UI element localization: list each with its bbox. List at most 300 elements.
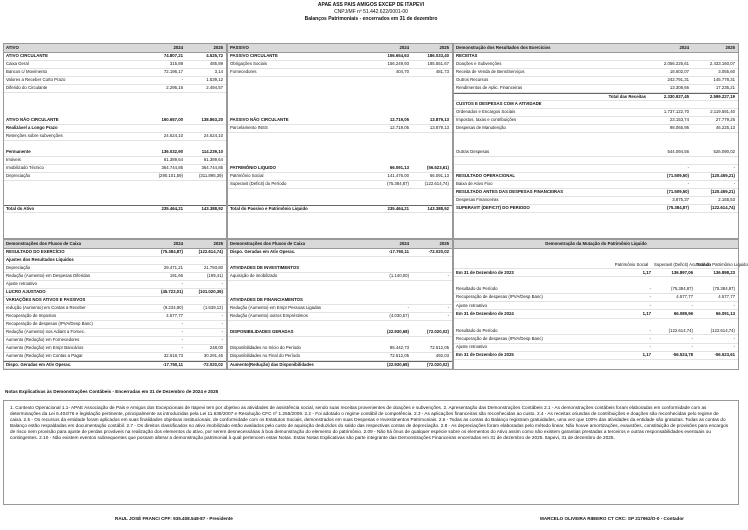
dmpl-row — [454, 286, 738, 294]
value-2025: (122.614,74) — [198, 249, 223, 255]
dmpl-value: - — [733, 302, 735, 308]
row-label: Depreciação — [6, 265, 31, 271]
row-label: RESULTADO ANTES DAS DESPESAS FINANCEIRAS — [456, 189, 564, 195]
table-row — [454, 141, 738, 149]
value-2025: 4.525,72 — [206, 53, 223, 59]
value-2024: 24.624,10 — [163, 133, 183, 139]
value-2024: - — [181, 321, 183, 327]
table-row — [4, 61, 226, 69]
table-row — [454, 53, 738, 61]
row-label: PASSIVO NÃO CIRCULANTE — [230, 117, 289, 123]
row-label: Despesas Financeiras — [456, 197, 499, 203]
value-2025: - — [221, 337, 223, 343]
header-year-2024: 2024 — [399, 44, 409, 50]
value-2024: (4.030,57) — [389, 313, 409, 319]
value-2025: 186.033,40 — [427, 53, 449, 59]
value-2024: 61.389,64 — [163, 157, 183, 163]
value-2024: (290.101,59) — [158, 173, 183, 179]
table-row — [454, 117, 738, 125]
table-row — [228, 133, 452, 141]
row-label: Recuperação de Impostos — [6, 313, 57, 319]
dmpl-value: - — [649, 335, 651, 341]
table-row — [228, 109, 452, 117]
value-2024: - — [181, 281, 183, 287]
value-2025: - — [733, 165, 735, 171]
dmpl-value: 4.577,77 — [718, 294, 735, 300]
dmpl-row — [454, 294, 738, 302]
dmpl-row — [454, 319, 738, 327]
ativo-panel — [3, 43, 227, 239]
value-2024: 141.476,00 — [387, 173, 409, 179]
table-row — [454, 77, 738, 85]
value-2024: 2.330.927,45 — [663, 93, 689, 99]
header-year-2024: 2024 — [399, 240, 409, 246]
document-title: Balanços Patrimoniais - encerrados em 31 de dezembro — [304, 16, 438, 22]
value-2025: (101.020,36) — [198, 289, 223, 295]
table-row — [454, 93, 738, 101]
table-row — [4, 337, 226, 345]
value-2024: -17.760,11 — [162, 361, 183, 367]
header-year-2025: 2025 — [439, 240, 449, 246]
table-row — [228, 69, 452, 77]
dmpl-value: - — [733, 344, 735, 350]
table-row — [228, 165, 452, 173]
table-row — [4, 297, 226, 305]
notes-section — [3, 388, 739, 505]
value-2025: - — [221, 321, 223, 327]
table-row — [228, 101, 452, 109]
value-2024: - — [687, 165, 689, 171]
table-row — [228, 157, 452, 165]
table-row — [4, 101, 226, 109]
dmpl-value: - — [649, 327, 651, 333]
table-row — [228, 321, 452, 329]
dmpl-value: (75.384,87) — [671, 286, 693, 292]
table-row — [4, 181, 226, 189]
table-row — [228, 249, 452, 257]
row-label: Aumento (Redução) em Fornecedores — [6, 337, 80, 343]
row-label: Total das Receitas — [608, 93, 646, 99]
table-row — [4, 149, 226, 157]
table-row — [228, 149, 452, 157]
row-label: Recuperação de despesas (IPVA/Desp Banc) — [456, 335, 543, 341]
dmpl-value: 1,17 — [642, 352, 651, 358]
row-label: Ordenados e Encargos Sociais — [456, 109, 516, 115]
table-row — [4, 77, 226, 85]
value-2025: - — [221, 313, 223, 319]
value-2025: (122.614,74) — [710, 205, 735, 211]
value-2025: (56.523,61) — [427, 165, 449, 171]
row-label: Patrimônio Social — [230, 173, 264, 179]
value-2024: 32.618,73 — [163, 353, 183, 359]
table-row — [4, 313, 226, 321]
row-label: Aumento (Redução) em Empr Bancários — [6, 345, 84, 351]
row-label: SUPERAVIT (DEFICIT) DO PERIODO — [456, 205, 530, 211]
row-label: CUSTOS E DESPESAS COM A ATIVIDADE — [456, 101, 542, 107]
table-row — [4, 125, 226, 133]
row-label: Valores a Receber Curto Prazo — [6, 77, 66, 83]
row-label: Fornecedores — [230, 69, 257, 75]
row-label: Realizável a Longo Prazo — [6, 125, 58, 131]
dmpl-value: 66.091,13 — [715, 310, 735, 316]
row-label: Parcelamento INSS — [230, 125, 268, 131]
dmpl-col-2: Total do Patrimônio Liquido — [696, 261, 748, 267]
value-2025: - — [447, 305, 449, 311]
row-label: Em 31 de Dezembro de 2025 — [456, 352, 514, 358]
value-2024: (75.384,87) — [161, 249, 183, 255]
table-row — [4, 205, 226, 213]
value-2025: 143.388,92 — [427, 205, 449, 211]
table-row — [228, 361, 452, 369]
value-2024: 13.308,66 — [669, 85, 689, 91]
table-row — [228, 257, 452, 265]
table-row — [454, 85, 738, 93]
dmpl-value: - — [733, 335, 735, 341]
value-2025: - — [221, 329, 223, 335]
value-2024: - — [181, 345, 183, 351]
header-year-2024: 2024 — [173, 44, 183, 50]
row-label: Total do Passivo e Patrimônio Liquido — [230, 205, 308, 211]
row-label: LUCRO AJUSTADO — [6, 289, 46, 295]
table-row — [228, 265, 452, 273]
table-row — [4, 117, 226, 125]
row-label: Receita de Venda de Bens/Serviços — [456, 69, 525, 75]
value-2024: (75.384,87) — [667, 205, 689, 211]
value-2024: - — [687, 181, 689, 187]
table-row — [4, 361, 226, 369]
table-row — [454, 205, 738, 213]
table-row — [4, 133, 226, 141]
row-label: Aumento(Redução) das Disponibilidades — [230, 361, 314, 367]
value-2025: 145.778,31 — [713, 77, 735, 83]
table-row — [454, 101, 738, 109]
dmpl-row — [454, 352, 738, 360]
value-2024: 191,66 — [169, 273, 183, 279]
dmpl-col-0: Patrimônio Social — [614, 261, 649, 267]
dmpl-row — [454, 335, 738, 343]
dmpl-row — [454, 344, 738, 352]
value-2024: (9.234,80) — [163, 305, 183, 311]
row-label: Disponibilidades no Início do Período — [230, 345, 301, 351]
row-label: Outras Despesas — [456, 149, 490, 155]
value-2024: 72.196,17 — [163, 69, 183, 75]
dmpl-value: - — [649, 302, 651, 308]
table-row — [4, 85, 226, 93]
table-row — [4, 289, 226, 297]
table-row — [228, 141, 452, 149]
value-2025: 21.793,80 — [203, 265, 223, 271]
table-row — [4, 353, 226, 361]
table-row — [228, 281, 452, 289]
document-header — [0, 0, 742, 23]
value-2024: 156.249,93 — [387, 61, 409, 67]
value-2024: 18.602,07 — [669, 69, 689, 75]
table-row — [228, 353, 452, 361]
header-label: ATIVO — [6, 44, 19, 50]
header-label: PASSIVO — [230, 44, 249, 50]
row-label: Aquisição de imobilizado — [230, 273, 278, 279]
row-label: VARIAÇÕES NOS ATIVOS E PASSIVOS — [6, 297, 86, 303]
value-2025: 61.389,64 — [203, 157, 223, 163]
passivo-panel — [227, 43, 453, 239]
value-2025: (1.539,12) — [203, 305, 223, 311]
value-2024: 404,70 — [395, 69, 409, 75]
row-label: Redução (Aumento) nos Adiant a Fornec. — [6, 329, 86, 335]
table-row — [228, 61, 452, 69]
dmpl-value: - — [691, 344, 693, 350]
value-2025: 13.879,13 — [429, 117, 449, 123]
table-header — [454, 44, 738, 53]
table-row — [4, 173, 226, 181]
value-2024: 136.032,90 — [161, 149, 183, 155]
value-2025: (120.459,21) — [710, 189, 735, 195]
table-row — [4, 141, 226, 149]
value-2024: (71.509,50) — [667, 189, 689, 195]
dre-panel — [453, 43, 739, 239]
table-row — [228, 53, 452, 61]
value-2024: 364.744,85 — [161, 165, 183, 171]
table-row — [4, 321, 226, 329]
value-2025: 27.779,25 — [715, 117, 735, 123]
value-2025: 17.235,21 — [715, 85, 735, 91]
value-2025: - — [733, 181, 735, 187]
value-2025: 2.599.227,19 — [709, 93, 735, 99]
row-label: Permanente — [6, 149, 31, 155]
row-label: Despesas de Manutenção — [456, 125, 506, 131]
value-2024: 74.807,21 — [163, 53, 183, 59]
value-2025: 143.388,92 — [201, 205, 223, 211]
row-label: Redução (Aumento) em Empr Pessoas Ligadas — [230, 305, 321, 311]
dmpl-value: (122.614,74) — [710, 327, 735, 333]
row-label: RESULTADO OPERACIONAL — [456, 173, 516, 179]
value-2024: 23.153,74 — [669, 117, 689, 123]
dmpl-column-header — [454, 249, 748, 269]
row-label: Depreciação — [6, 173, 31, 179]
table-row — [228, 173, 452, 181]
value-2024: 12.719,05 — [389, 117, 409, 123]
signature-president: RAUL JOSÉ FRANCI CPF: 935.408.548-87 - Presidente — [115, 515, 233, 521]
dmpl-value: 66.089,96 — [673, 310, 693, 316]
value-2024: 1.737.122,70 — [663, 109, 689, 115]
row-label: ATIVO NÃO CIRCULANTE — [6, 117, 59, 123]
row-label: Imobilizado Técnico — [6, 165, 44, 171]
table-row — [454, 197, 738, 205]
value-2025: 66.091,13 — [429, 173, 449, 179]
dmpl-value: - — [691, 335, 693, 341]
value-2024: 29.471,21 — [163, 265, 183, 271]
value-2024: 160.657,00 — [161, 117, 183, 123]
dmpl-value: -56.523,61 — [714, 352, 735, 358]
row-label: Total do Ativo — [6, 205, 35, 211]
value-2025: 46.225,13 — [715, 125, 735, 131]
row-label: Redução (Aumento) em Despesas Diferidas — [6, 273, 91, 279]
value-2025: -72.020,02 — [202, 361, 223, 367]
dmpl-value: - — [649, 286, 651, 292]
dmpl-row — [454, 269, 738, 277]
row-label: Recuperação de despesas (IPVA/Desp Banc) — [456, 294, 543, 300]
dmpl-value: 4.577,77 — [676, 294, 693, 300]
table-row — [228, 117, 452, 125]
dfc-operational-panel — [3, 239, 227, 370]
table-row — [454, 165, 738, 173]
row-label: Dispo. Geradas em Ativ Operac. — [6, 361, 72, 367]
value-2025: 185.551,67 — [427, 61, 449, 67]
value-2024: 12.719,05 — [389, 125, 409, 131]
value-2024: 95.442,73 — [389, 345, 409, 351]
dmpl-value: (122.614,74) — [668, 327, 693, 333]
header-year-2025: 2025 — [213, 44, 223, 50]
value-2025: 1.539,12 — [206, 77, 223, 83]
row-label: Obrigações Sociais — [230, 61, 268, 67]
row-label: PATRIMÔNIO LIQUIDO — [230, 165, 276, 171]
row-label: Resultado do Período — [456, 327, 498, 333]
header-label: Demonstrações dos Fluxos de Caixa — [6, 240, 81, 246]
row-label: ATIVIDADES DE INVESTIMENTOS — [230, 265, 300, 271]
value-2024: (22.930,68) — [387, 361, 409, 367]
dmpl-panel — [453, 239, 748, 370]
row-label: Rendimentos de Aplic. Financeiras — [456, 85, 523, 91]
value-2025: 24.624,10 — [203, 133, 223, 139]
value-2025: 481,73 — [435, 69, 449, 75]
table-row — [228, 345, 452, 353]
notes-title: Notas Explicativas às Demonstrações Contábeis - Encerradas em 31 de Dezembro de 2024 e 2025 — [5, 389, 219, 394]
table-row — [228, 289, 452, 297]
dmpl-value: 1,17 — [642, 269, 651, 275]
table-header — [228, 44, 452, 53]
dmpl-row — [454, 277, 738, 285]
value-2025: 248,00 — [209, 345, 223, 351]
row-label: RECEITAS — [456, 53, 478, 59]
value-2025: 526.090,02 — [713, 149, 735, 155]
table-row — [454, 149, 738, 157]
row-label: Doações e Subvenções — [456, 61, 502, 67]
table-row — [454, 157, 738, 165]
dmpl-value: - — [649, 294, 651, 300]
table-row — [228, 197, 452, 205]
table-row — [4, 165, 226, 173]
row-label: DISPONIBILIDADES GERADAS — [230, 329, 294, 335]
value-2025: 114.239,10 — [201, 149, 223, 155]
value-2025: 72.512,05 — [429, 345, 449, 351]
row-label: ATIVIDADES DE FINANCIAMENTOS — [230, 297, 303, 303]
table-row — [228, 305, 452, 313]
row-label: Disponibilidades no Final do Período — [230, 353, 300, 359]
value-2024: (22.930,68) — [387, 329, 409, 335]
value-2024: 242.791,31 — [667, 77, 689, 83]
row-label: Ajuste retroativo — [456, 344, 488, 350]
dmpl-col-1: Superavit (Deficit) Acumulado — [654, 261, 711, 267]
value-2024: (45.722,01) — [161, 289, 183, 295]
value-2024: -17.760,11 — [388, 249, 409, 255]
table-row — [454, 125, 738, 133]
row-label: Aumento (Redução) em Contas a Pagar — [6, 353, 83, 359]
row-label: Resultado do Período — [456, 286, 498, 292]
row-label: Imóveis — [6, 157, 21, 163]
dmpl-value: - — [691, 302, 693, 308]
row-label: Recuperação de despesas (IPVA/Desp Banc) — [6, 321, 93, 327]
table-row — [454, 181, 738, 189]
value-2024: - — [181, 329, 183, 335]
table-row — [228, 93, 452, 101]
value-2025: (72.020,02) — [427, 361, 449, 367]
table-row — [228, 273, 452, 281]
row-label: Outros Recursos — [456, 77, 489, 83]
value-2024: 544.094,56 — [667, 149, 689, 155]
table-header — [228, 240, 452, 249]
table-row — [228, 205, 452, 213]
value-2024: 235.464,21 — [161, 205, 183, 211]
value-2024: (75.384,87) — [387, 181, 409, 187]
value-2025: -72.020,02 — [428, 249, 449, 255]
row-label: redução (Aumento) em Contas a Receber — [6, 305, 86, 311]
value-2024: 315,88 — [169, 61, 183, 67]
table-header — [4, 240, 226, 249]
table-row — [4, 189, 226, 197]
table-row — [4, 329, 226, 337]
value-2025: (120.459,21) — [710, 173, 735, 179]
row-label: PASSIVO CIRCULANTE — [230, 53, 278, 59]
row-label: RESULTADO DO EXERCÍCIO — [6, 249, 65, 255]
dmpl-value: - — [649, 344, 651, 350]
table-row — [228, 337, 452, 345]
value-2024: 156.654,63 — [387, 53, 409, 59]
value-2025: 13.879,13 — [429, 125, 449, 131]
value-2025: (311.895,39) — [198, 173, 223, 179]
value-2024: 2.056.226,61 — [663, 61, 689, 67]
table-header — [4, 44, 226, 53]
value-2025: 2.155,53 — [718, 197, 735, 203]
value-2024: 235.464,21 — [387, 205, 409, 211]
row-label: Ajuste retroativo — [6, 281, 38, 287]
dmpl-row — [454, 302, 738, 310]
header-label: Demonstrações dos Fluxos de Caixa — [230, 240, 305, 246]
dmpl-value: -56.524,78 — [672, 352, 693, 358]
value-2025: - — [447, 313, 449, 319]
row-label: Em 31 de Dezembro de 2024 — [456, 310, 514, 316]
value-2025: 485,89 — [209, 61, 223, 67]
value-2025: 2.494,57 — [206, 85, 223, 91]
table-row — [228, 77, 452, 85]
table-row — [228, 329, 452, 337]
value-2024: (1.140,00) — [389, 273, 409, 279]
value-2024: (71.509,50) — [667, 173, 689, 179]
row-label: Superavit (Deficit) do Período — [230, 181, 287, 187]
org-name: APAE ASS PAIS AMIGOS EXCEP DE ITAPEVI — [317, 2, 425, 8]
table-row — [4, 257, 226, 265]
org-cnpj: CNPJ/MF nº 51.442.622/0001-00 — [334, 9, 408, 15]
dmpl-value: 136.897,06 — [671, 269, 693, 275]
header-year-2024: 2024 — [173, 240, 183, 246]
row-label: Baixa de Ativo Fixo — [456, 181, 493, 187]
table-row — [454, 173, 738, 181]
value-2025: (72.020,02) — [427, 329, 449, 335]
row-label: Retenções sobre subvenções — [6, 133, 63, 139]
table-row — [228, 297, 452, 305]
value-2025: 3,14 — [214, 69, 223, 75]
row-label: Diferido do Circulante — [6, 85, 48, 91]
dmpl-value: (75.384,87) — [713, 286, 735, 292]
value-2025: 30.291,45 — [203, 353, 223, 359]
table-row — [454, 189, 738, 197]
notes-text: 1. Contexto Operacional 1.1- APAE Associação de Pais e Amigos dos Excepcionais de Itapevi tem por objetivo as atividades de assistência social, sendo suas receitas provenientes de doações e subvenções. 2. Apresentação das Demonstrações Contábeis 2.1 - As demonstrações contábeis foram elaboradas em conformidade com as determinações da Lei 6.404/76 e legislação pertinente, principalmente as introduzidas pela Lei 11.638/2007 e Resolução CFC nº 1.255/2009. 2.2 - Foi adotado o regime contábil de competência. 2.3 - As aplicações financeiras são reconhecidas ao custo. 2.4 - As receitas oriundas de contribuições e doações são reconhecidas pelo regime de caixa. 2.5 - Os recursos da entidade foram aplicados em suas finalidades objetivas institucionais, de conformidade com os Estatutos Sociais, demonstrados em suas Despesas e Investimentos Patrimoniais. 2.6 - Todas as contas do Balanço registram gratuidades, uma vez que 100% das atividades da entidade são gratuitas. Todas as contas do Balanço estão respaldadas em documentação contábil. 2.7 - Os direitos classificados no ativo imobilizado estão avaliados pelo custo de aquisição deduzidos do saldo das respectivas contas de depreciação. 2.8 - As depreciações foram elaboradas pelo método linear. Não houve amortizações, exaustões, constituição de provisões para encargos de risco nem provisão para ajuste de perdas prováveis na realização dos elementos do ativo, por serem desnecessárias à boa demonstração do elemento do patrimônio. 2.09 - Não há ônus de qualquer espécie sobre os elementos do Ativo assim como não existem garantias prestadas a terceiros e outras responsabilidades eventuais ou contingentes. 2.10 - Não existem eventos subsequentes que possam alterar a demonstração patrimonial à qual pertencem estas Notas. Estas Notas Explicativas são parte integrante das Demonstrações Financeiras encerradas em 31 de dezembro de 2025. Itapevi, 31 de dezembro de 2025. — [3, 400, 739, 505]
row-label: Impostos, taxas e contribuições — [456, 117, 517, 123]
value-2025: 364.744,85 — [201, 165, 223, 171]
header-year-2025: 2025 — [725, 44, 735, 50]
value-2024: 3.875,37 — [672, 197, 689, 203]
value-2024: 2.295,16 — [166, 85, 183, 91]
table-row — [4, 157, 226, 165]
table-row — [4, 69, 226, 77]
